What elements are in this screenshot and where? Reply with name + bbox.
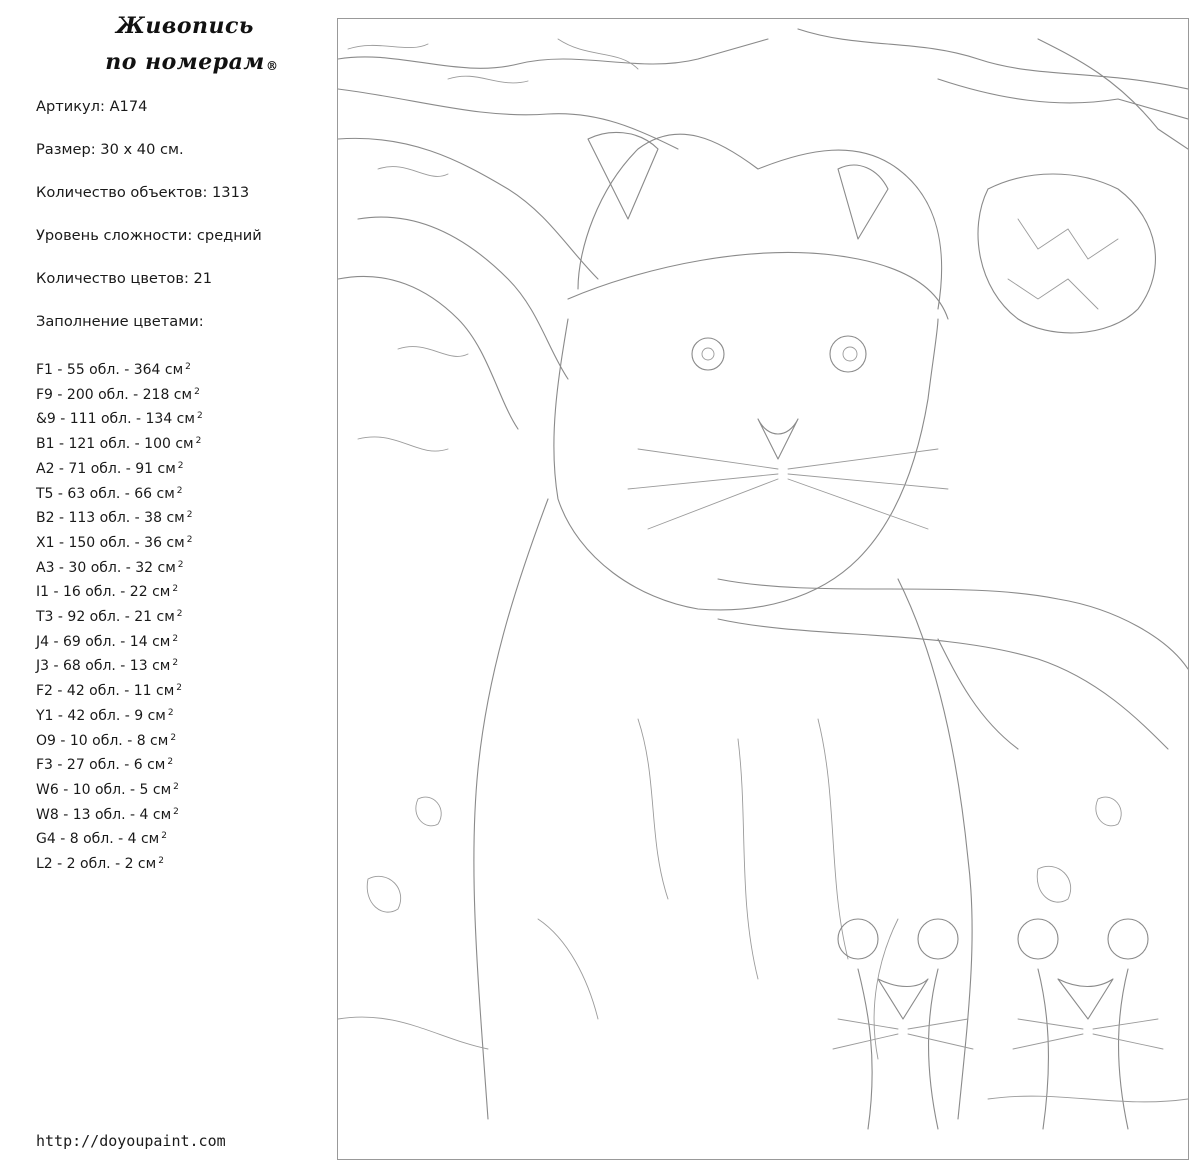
color-fill-row — [36, 555, 203, 580]
area-unit-superscript: 2 — [186, 534, 193, 545]
color-fill-text: B1 - 121 обл. - 100 см — [36, 436, 194, 453]
color-fill-text: J4 - 69 обл. - 14 см — [36, 633, 171, 650]
difficulty-level: Уровень сложности: средний — [36, 227, 262, 244]
color-fill-text: L2 - 2 обл. - 2 см — [36, 856, 157, 873]
color-fill-row — [36, 802, 203, 827]
area-unit-superscript: 2 — [194, 386, 200, 397]
color-fill-text: F3 - 27 обл. - 6 см — [36, 757, 166, 774]
color-fill-row — [36, 481, 203, 506]
color-fill-text: W8 - 13 обл. - 4 см — [36, 806, 172, 823]
color-fill-row — [36, 604, 203, 629]
color-fill-text: B2 - 113 обл. - 38 см — [36, 510, 185, 527]
area-unit-superscript: 2 — [170, 732, 177, 743]
color-fill-text: X1 - 150 обл. - 36 см — [36, 534, 185, 551]
color-fill-row — [36, 653, 203, 678]
color-fill-row — [36, 382, 203, 407]
area-unit-superscript: 2 — [173, 781, 179, 792]
brand-line1: Живопись — [116, 13, 254, 39]
article-number: Артикул: A174 — [36, 98, 148, 115]
color-fill-text: T5 - 63 обл. - 66 см — [36, 485, 175, 502]
color-fill-row — [36, 629, 203, 654]
color-count: Количество цветов: 21 — [36, 270, 213, 287]
color-fill-row — [36, 678, 203, 703]
area-unit-superscript: 2 — [167, 707, 174, 718]
area-unit-superscript: 2 — [158, 856, 164, 867]
area-unit-superscript: 2 — [167, 757, 174, 768]
area-unit-superscript: 2 — [176, 609, 183, 620]
color-fill-text: T3 - 92 обл. - 21 см — [36, 609, 175, 626]
color-fill-text: I1 - 16 обл. - 22 см — [36, 584, 171, 601]
area-unit-superscript: 2 — [173, 806, 179, 817]
area-unit-superscript: 2 — [172, 633, 179, 644]
area-unit-superscript: 2 — [185, 362, 191, 372]
color-fill-text: F1 - 55 обл. - 364 см — [36, 362, 184, 378]
area-unit-superscript: 2 — [195, 436, 202, 447]
color-fill-row — [36, 505, 203, 530]
color-fill-row — [36, 703, 203, 728]
area-unit-superscript: 2 — [176, 683, 182, 694]
canvas-size: Размер: 30 х 40 см. — [36, 141, 184, 158]
object-count: Количество объектов: 1313 — [36, 184, 250, 201]
color-fill-row — [36, 777, 203, 802]
color-fill-list — [36, 357, 203, 876]
info-sidebar — [0, 0, 330, 1169]
area-unit-superscript: 2 — [176, 485, 183, 496]
area-unit-superscript: 2 — [186, 510, 193, 521]
brand-line2: по номерам — [105, 49, 265, 75]
area-unit-superscript: 2 — [172, 584, 179, 595]
color-fill-text: W6 - 10 обл. - 5 см — [36, 781, 172, 798]
product-info — [36, 96, 262, 354]
color-fill-text: &9 - 111 обл. - 134 см — [36, 411, 195, 428]
color-fill-row — [36, 406, 203, 431]
area-unit-superscript: 2 — [172, 658, 179, 669]
area-unit-superscript: 2 — [161, 831, 167, 842]
area-unit-superscript: 2 — [177, 559, 184, 570]
color-fill-row — [36, 851, 203, 876]
color-fill-row — [36, 579, 203, 604]
color-fill-row — [36, 357, 203, 382]
area-unit-superscript: 2 — [177, 460, 184, 471]
color-fill-text: G4 - 8 обл. - 4 см — [36, 831, 160, 848]
color-fill-row — [36, 826, 203, 851]
color-fill-text: A3 - 30 обл. - 32 см — [36, 559, 176, 576]
area-unit-superscript: 2 — [196, 411, 203, 422]
color-fill-text: Y1 - 42 обл. - 9 см — [36, 707, 166, 724]
color-fill-row — [36, 728, 203, 753]
color-fill-row — [36, 752, 203, 777]
brand-logo — [60, 8, 310, 80]
coloring-canvas — [337, 18, 1189, 1160]
color-fill-text: F9 - 200 обл. - 218 см — [36, 386, 193, 403]
color-fill-text: A2 - 71 обл. - 91 см — [36, 460, 176, 477]
color-fill-row — [36, 530, 203, 555]
color-fill-row — [36, 456, 203, 481]
color-fill-text: O9 - 10 обл. - 8 см — [36, 732, 169, 749]
site-url[interactable]: http://doyoupaint.com — [36, 1132, 226, 1150]
fill-heading: Заполнение цветами: — [36, 313, 204, 330]
line-art-illustration — [338, 19, 1188, 1159]
registered-mark: ® — [266, 59, 279, 73]
color-fill-row — [36, 431, 203, 456]
color-fill-text: F2 - 42 обл. - 11 см — [36, 683, 175, 700]
color-fill-text: J3 - 68 обл. - 13 см — [36, 658, 171, 675]
